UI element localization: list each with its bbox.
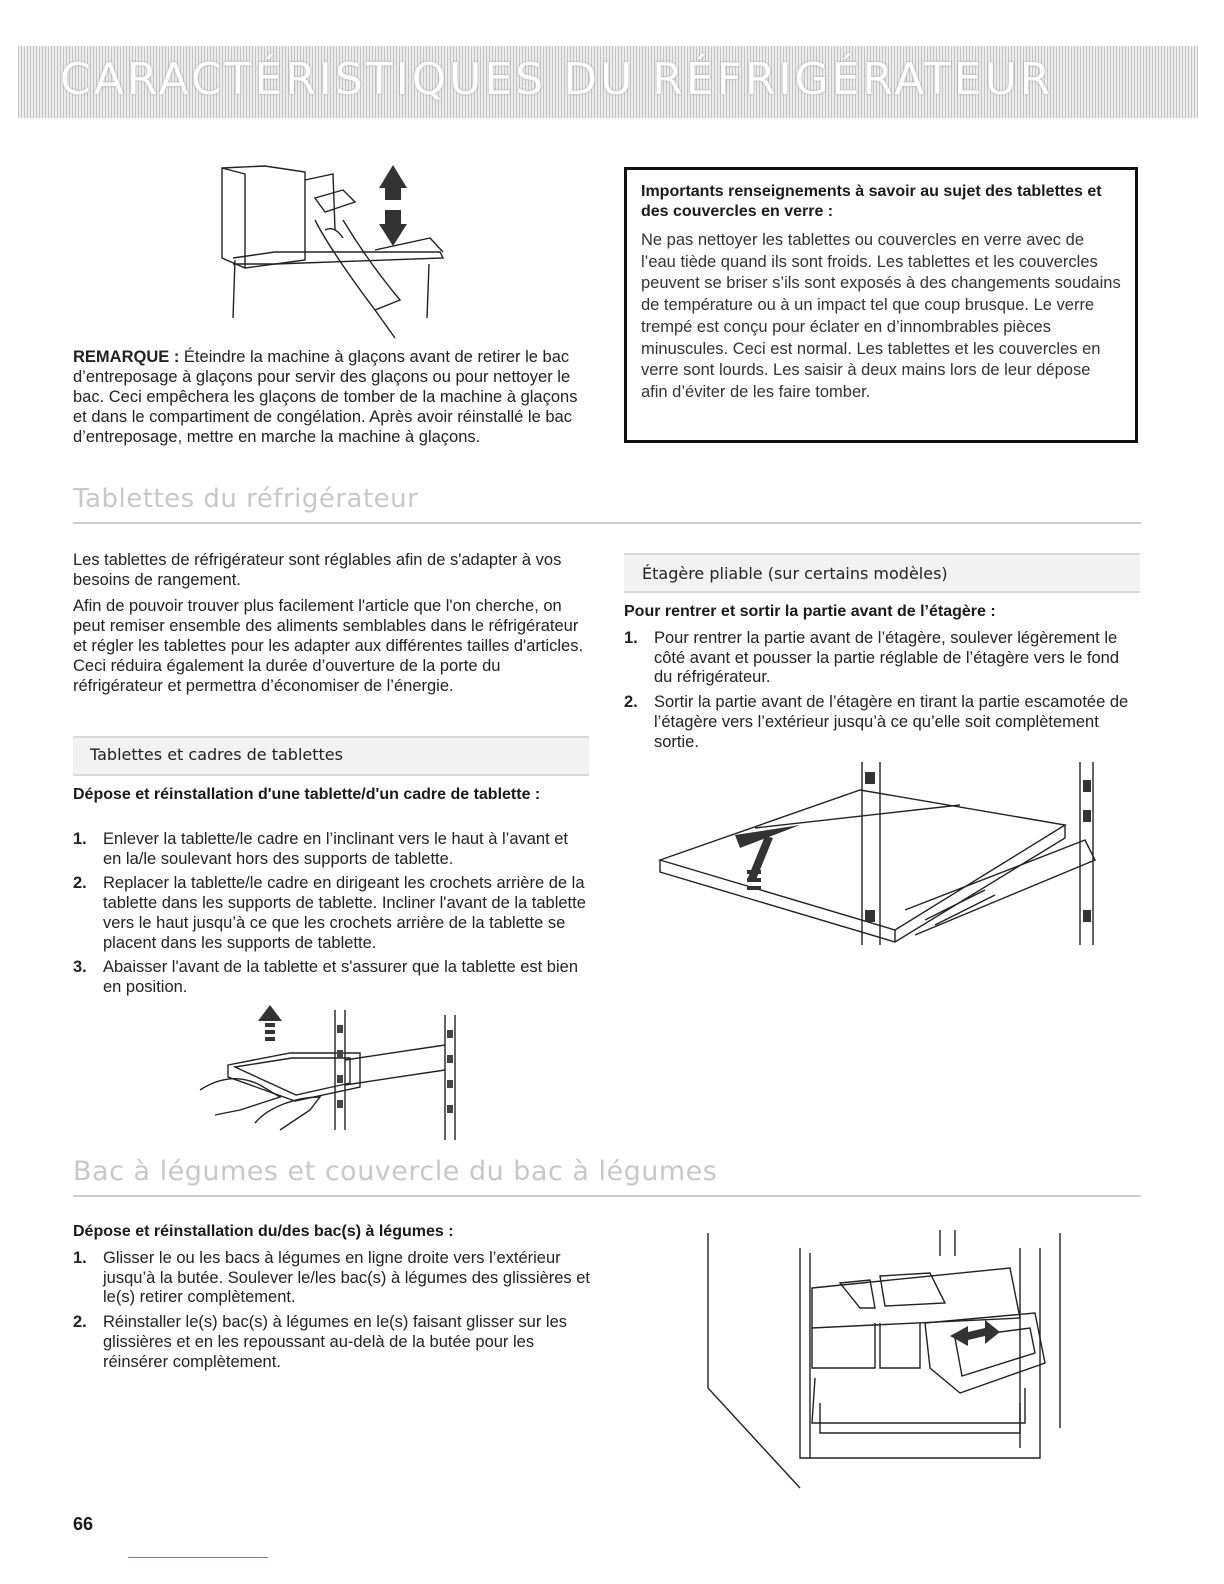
shelves-intro-2: Afin de pouvoir trouver plus facilement l'article que l'on cherche, on peut remiser ensemble des aliments semblables dans le réfrigérateur et régler les tablettes pour les adapter aux différentes tailles d'articles. Ceci réduira également la durée d’ouverture de la porte du réfrigérateur et permettra d’économiser de l’énergie. [73,597,584,695]
glass-info-box [624,167,1138,443]
section-title-shelves: Tablettes du réfrigérateur [73,484,419,514]
footer-line [128,1557,268,1558]
section-rule [73,1195,1141,1197]
crisper-subheading: Dépose et réinstallation du/des bac(s) à légumes : [73,1223,454,1240]
frames-steps [73,830,588,1003]
folding-subheading: Pour rentrer et sortir la partie avant de l’étagère : [624,603,996,620]
list-item: 1. Pour rentrer la partie avant de l’étagère, soulever légèrement le côté avant et pousser la partie réglable de l’étagère vers le fond du réfrigérateur. [624,629,1120,687]
section-title-crisper: Bac à légumes et couvercle du bac à légumes [73,1156,718,1187]
folding-steps [624,629,1140,757]
shelf-removal-illustration [200,1005,470,1145]
subsection-title-folding: Étagère pliable (sur certains modèles) [642,564,948,583]
page-title: CARACTÉRISTIQUES DU RÉFRIGÉRATEUR [60,54,1054,105]
crisper-illustration [700,1228,1070,1493]
ice-bin-note: REMARQUE : Éteindre la machine à glaçons avant de retirer le bac d’entreposage à glaçons pour servir des glaçons ou pour nettoyer le bac. Ceci empêchera les glaçons de tomber de la machine à glaçons et dans le compartiment de congélation. Après avoir réinstallé le bac d’entreposage, mettre en marche la machine à glaçons. [73,348,578,446]
glass-info-heading: Importants renseignements à savoir au sujet des tablettes et des couvercles en verre : [641,183,1102,220]
crisper-steps [73,1249,593,1377]
page-number: 66 [73,1514,94,1534]
folding-shelf-illustration [655,760,1105,950]
frames-subheading: Dépose et réinstallation d'une tablette/d'un cadre de tablette : [73,786,541,803]
ice-bin-illustration [215,160,455,340]
glass-info-body: Ne pas nettoyer les tablettes ou couvercles en verre avec de l’eau tiède quand ils sont froids. Les tablettes et les couvercles peuvent se briser s’ils sont exposés à des changements soudains de température ou à un impact tel que coup brusque. Le verre trempé est conçu pour éclater en d’innombrables pièces minuscules. Ceci est normal. Les tablettes et les couvercles en verre sont lourds. Les saisir à deux mains lors de leur dépose afin d’éviter de les faire tomber. [641,231,1121,401]
list-item: 2. Sortir la partie avant de l’étagère en tirant la partie escamotée de l’étagère vers l’extérieur jusqu’à ce qu’elle soit complètement sortie. [624,693,1129,751]
list-item: 2. Réinstaller le(s) bac(s) à légumes en le(s) faisant glisser sur les glissières et en les repoussant au-delà de la butée pour les réinsérer complètement. [73,1313,567,1371]
shelves-intro-1: Les tablettes de réfrigérateur sont réglables afin de s'adapter à vos besoins de rangement. [73,551,562,589]
subsection-title-frames: Tablettes et cadres de tablettes [90,745,343,764]
section-rule [73,522,1141,524]
list-item: 1. Glisser le ou les bacs à légumes en ligne droite vers l’extérieur jusqu’à la butée. Soulever le/les bac(s) à légumes des glissières et le(s) retirer complètement. [73,1249,591,1307]
list-item: 2. Replacer la tablette/le cadre en dirigeant les crochets arrière de la tablette dans les supports de tablette. Incliner l'avant de la tablette vers le haut jusqu’à ce que les crochets arrière de la tablette se placent dans les supports de tablette. [73,874,586,952]
list-item: 1. Enlever la tablette/le cadre en l’inclinant vers le haut à l’avant et en la/le soulevant hors des supports de tablette. [73,830,569,868]
list-item: 3. Abaisser l'avant de la tablette et s'assurer que la tablette est bien en position. [73,958,579,996]
